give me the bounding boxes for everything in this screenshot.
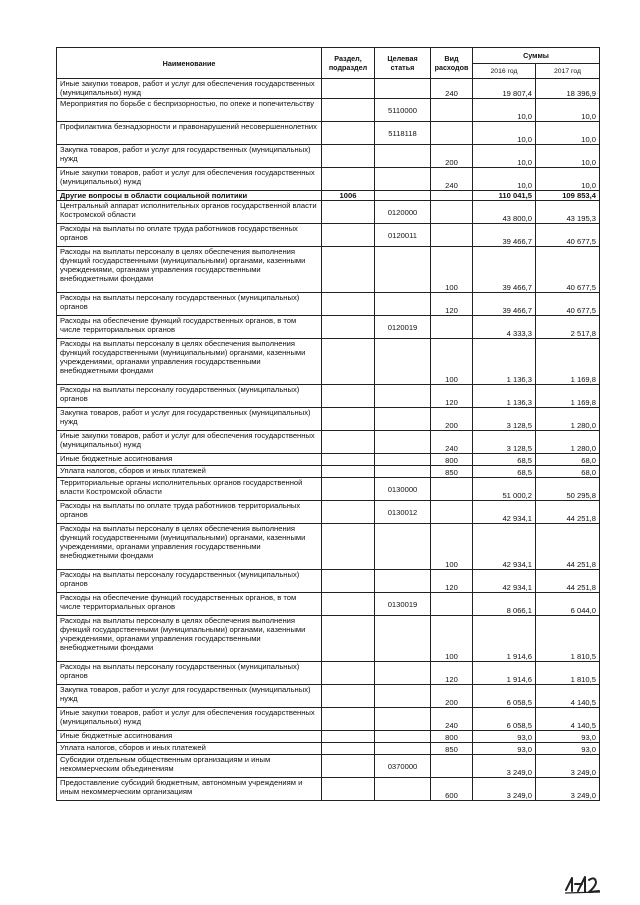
row-sum-2017: 3 249,0 xyxy=(536,755,600,778)
row-type: 240 xyxy=(431,431,473,454)
row-target xyxy=(375,524,431,570)
row-target xyxy=(375,466,431,478)
row-sum-2017: 1 169,8 xyxy=(536,339,600,385)
header-type: Вид расходов xyxy=(431,48,473,79)
row-name: Закупка товаров, работ и услуг для государственных (муниципальных) нужд xyxy=(57,408,322,431)
row-section xyxy=(322,247,375,293)
row-name: Уплата налогов, сборов и иных платежей xyxy=(57,743,322,755)
row-section xyxy=(322,755,375,778)
row-sum-2017: 1 280,0 xyxy=(536,431,600,454)
table-row xyxy=(57,431,600,454)
row-section xyxy=(322,478,375,501)
row-section xyxy=(322,316,375,339)
row-section xyxy=(322,99,375,122)
table-row xyxy=(57,191,600,201)
row-target: 0130000 xyxy=(375,478,431,501)
row-target xyxy=(375,293,431,316)
row-name: Закупка товаров, работ и услуг для государственных (муниципальных) нужд xyxy=(57,685,322,708)
table-row xyxy=(57,145,600,168)
row-target: 0370000 xyxy=(375,755,431,778)
header-sums: Суммы xyxy=(473,48,600,64)
row-name: Расходы на выплаты персоналу в целях обеспечения выполнения функций государственными (муниципальными) органами, казенными учреждениями, органами управления государственными внебюджетными фондами xyxy=(57,247,322,293)
row-target xyxy=(375,685,431,708)
row-type: 800 xyxy=(431,454,473,466)
row-target xyxy=(375,385,431,408)
row-section xyxy=(322,385,375,408)
row-section xyxy=(322,466,375,478)
row-name: Другие вопросы в области социальной политики xyxy=(57,191,322,201)
row-sum-2016: 43 800,0 xyxy=(473,201,536,224)
row-type: 240 xyxy=(431,708,473,731)
row-type: 200 xyxy=(431,685,473,708)
row-sum-2016: 10,0 xyxy=(473,168,536,191)
row-target xyxy=(375,408,431,431)
table-row xyxy=(57,755,600,778)
row-section xyxy=(322,616,375,662)
row-sum-2016: 93,0 xyxy=(473,731,536,743)
row-target xyxy=(375,339,431,385)
row-name: Расходы на выплаты персоналу государственных (муниципальных) органов xyxy=(57,385,322,408)
table-row xyxy=(57,662,600,685)
table-row xyxy=(57,731,600,743)
row-type xyxy=(431,99,473,122)
row-sum-2016: 68,5 xyxy=(473,454,536,466)
row-type: 120 xyxy=(431,385,473,408)
row-section xyxy=(322,408,375,431)
row-section xyxy=(322,224,375,247)
header-section: Раздел, подраздел xyxy=(322,48,375,79)
row-sum-2016: 51 000,2 xyxy=(473,478,536,501)
row-name: Расходы на выплаты персоналу государственных (муниципальных) органов xyxy=(57,662,322,685)
row-section xyxy=(322,570,375,593)
row-target xyxy=(375,168,431,191)
row-sum-2017: 10,0 xyxy=(536,145,600,168)
handwritten-page-mark xyxy=(563,872,603,894)
row-section xyxy=(322,122,375,145)
table-row xyxy=(57,339,600,385)
row-name: Центральный аппарат исполнительных органов государственной власти Костромской области xyxy=(57,201,322,224)
row-target xyxy=(375,570,431,593)
row-type: 800 xyxy=(431,731,473,743)
row-target xyxy=(375,454,431,466)
row-target xyxy=(375,247,431,293)
row-name: Профилактика безнадзорности и правонарушений несовершеннолетних xyxy=(57,122,322,145)
header-year-2016: 2016 год xyxy=(473,64,536,79)
row-name: Расходы на выплаты по оплате труда работников территориальных органов xyxy=(57,501,322,524)
row-target xyxy=(375,731,431,743)
row-sum-2017: 93,0 xyxy=(536,731,600,743)
table-row xyxy=(57,778,600,801)
row-name: Расходы на выплаты персоналу государственных (муниципальных) органов xyxy=(57,293,322,316)
row-section xyxy=(322,501,375,524)
row-target xyxy=(375,708,431,731)
row-target xyxy=(375,191,431,201)
table-row xyxy=(57,224,600,247)
table-row xyxy=(57,478,600,501)
row-sum-2016: 39 466,7 xyxy=(473,247,536,293)
row-target xyxy=(375,743,431,755)
row-type xyxy=(431,501,473,524)
row-sum-2016: 3 249,0 xyxy=(473,778,536,801)
row-section xyxy=(322,79,375,99)
row-sum-2017: 109 853,4 xyxy=(536,191,600,201)
row-type: 120 xyxy=(431,570,473,593)
table-row xyxy=(57,385,600,408)
row-target: 0130019 xyxy=(375,593,431,616)
row-section xyxy=(322,201,375,224)
table-row xyxy=(57,593,600,616)
row-type: 120 xyxy=(431,293,473,316)
row-section xyxy=(322,593,375,616)
table-row xyxy=(57,454,600,466)
row-target: 5118118 xyxy=(375,122,431,145)
row-sum-2016: 42 934,1 xyxy=(473,570,536,593)
row-sum-2016: 6 058,5 xyxy=(473,708,536,731)
row-section xyxy=(322,743,375,755)
row-name: Субсидии отдельным общественным организациям и иным некоммерческим объединениям xyxy=(57,755,322,778)
row-sum-2017: 10,0 xyxy=(536,122,600,145)
row-type: 120 xyxy=(431,662,473,685)
row-name: Иные бюджетные ассигнования xyxy=(57,454,322,466)
row-sum-2017: 1 280,0 xyxy=(536,408,600,431)
row-sum-2016: 3 249,0 xyxy=(473,755,536,778)
row-type: 240 xyxy=(431,168,473,191)
row-type: 200 xyxy=(431,408,473,431)
row-sum-2016: 3 128,5 xyxy=(473,431,536,454)
row-section xyxy=(322,685,375,708)
row-sum-2017: 4 140,5 xyxy=(536,708,600,731)
row-name: Территориальные органы исполнительных органов государственной власти Костромской области xyxy=(57,478,322,501)
row-name: Расходы на обеспечение функций государственных органов, в том числе территориальных органов xyxy=(57,316,322,339)
row-sum-2017: 1 810,5 xyxy=(536,616,600,662)
row-name: Уплата налогов, сборов и иных платежей xyxy=(57,466,322,478)
row-target: 0120000 xyxy=(375,201,431,224)
row-target xyxy=(375,145,431,168)
table-row xyxy=(57,247,600,293)
row-sum-2016: 10,0 xyxy=(473,145,536,168)
row-target xyxy=(375,79,431,99)
row-sum-2016: 1 136,3 xyxy=(473,339,536,385)
row-sum-2017: 40 677,5 xyxy=(536,247,600,293)
row-sum-2017: 68,0 xyxy=(536,466,600,478)
row-type: 200 xyxy=(431,145,473,168)
row-sum-2017: 44 251,8 xyxy=(536,570,600,593)
row-type: 100 xyxy=(431,524,473,570)
row-sum-2017: 18 396,9 xyxy=(536,79,600,99)
table-row xyxy=(57,743,600,755)
row-sum-2017: 3 249,0 xyxy=(536,778,600,801)
row-section xyxy=(322,708,375,731)
row-name: Закупка товаров, работ и услуг для государственных (муниципальных) нужд xyxy=(57,145,322,168)
row-type: 100 xyxy=(431,339,473,385)
row-sum-2017: 68,0 xyxy=(536,454,600,466)
row-name: Расходы на выплаты персоналу в целях обеспечения выполнения функций государственными (муниципальными) органами, казенными учреждениями, органами управления государственными внебюджетными фондами xyxy=(57,524,322,570)
table-row xyxy=(57,168,600,191)
row-sum-2016: 19 807,4 xyxy=(473,79,536,99)
row-type: 850 xyxy=(431,466,473,478)
table-row xyxy=(57,570,600,593)
row-sum-2017: 40 677,5 xyxy=(536,224,600,247)
table-row xyxy=(57,408,600,431)
row-name: Мероприятия по борьбе с беспризорностью, по опеке и попечительству xyxy=(57,99,322,122)
header-year-2017: 2017 год xyxy=(536,64,600,79)
row-type xyxy=(431,593,473,616)
row-sum-2017: 44 251,8 xyxy=(536,501,600,524)
row-name: Расходы на выплаты персоналу государственных (муниципальных) органов xyxy=(57,570,322,593)
row-sum-2016: 1 136,3 xyxy=(473,385,536,408)
row-name: Иные закупки товаров, работ и услуг для обеспечения государственных (муниципальных) нужд xyxy=(57,79,322,99)
row-target xyxy=(375,662,431,685)
table-row xyxy=(57,708,600,731)
row-section xyxy=(322,339,375,385)
table-row xyxy=(57,524,600,570)
row-type xyxy=(431,316,473,339)
row-name: Расходы на обеспечение функций государственных органов, в том числе территориальных органов xyxy=(57,593,322,616)
row-sum-2017: 1 810,5 xyxy=(536,662,600,685)
row-sum-2016: 6 058,5 xyxy=(473,685,536,708)
row-type xyxy=(431,755,473,778)
row-target: 0120019 xyxy=(375,316,431,339)
header-name: Наименование xyxy=(57,48,322,79)
row-sum-2017: 93,0 xyxy=(536,743,600,755)
table-row xyxy=(57,79,600,99)
row-name: Предоставление субсидий бюджетным, автономным учреждениям и иным некоммерческим организациям xyxy=(57,778,322,801)
row-sum-2017: 4 140,5 xyxy=(536,685,600,708)
table-body xyxy=(57,79,600,801)
row-type: 240 xyxy=(431,79,473,99)
row-sum-2016: 4 333,3 xyxy=(473,316,536,339)
row-section xyxy=(322,145,375,168)
row-name: Иные закупки товаров, работ и услуг для обеспечения государственных (муниципальных) нужд xyxy=(57,168,322,191)
row-target xyxy=(375,778,431,801)
row-sum-2016: 3 128,5 xyxy=(473,408,536,431)
row-sum-2017: 10,0 xyxy=(536,99,600,122)
table-row xyxy=(57,466,600,478)
row-name: Иные бюджетные ассигнования xyxy=(57,731,322,743)
row-section xyxy=(322,454,375,466)
table-row xyxy=(57,122,600,145)
table-row xyxy=(57,616,600,662)
row-section xyxy=(322,431,375,454)
row-sum-2017: 43 195,3 xyxy=(536,201,600,224)
row-type xyxy=(431,224,473,247)
row-type: 600 xyxy=(431,778,473,801)
row-sum-2016: 42 934,1 xyxy=(473,501,536,524)
header-target: Целевая статья xyxy=(375,48,431,79)
table-row xyxy=(57,501,600,524)
row-sum-2017: 44 251,8 xyxy=(536,524,600,570)
row-sum-2016: 1 914,6 xyxy=(473,616,536,662)
row-sum-2016: 8 066,1 xyxy=(473,593,536,616)
row-type xyxy=(431,201,473,224)
row-sum-2016: 93,0 xyxy=(473,743,536,755)
row-section xyxy=(322,731,375,743)
row-target: 5110000 xyxy=(375,99,431,122)
row-sum-2017: 1 169,8 xyxy=(536,385,600,408)
row-section xyxy=(322,662,375,685)
table-row xyxy=(57,201,600,224)
row-name: Расходы на выплаты персоналу в целях обеспечения выполнения функций государственными (муниципальными) органами, казенными учреждениями, органами управления государственными внебюджетными фондами xyxy=(57,616,322,662)
row-name: Иные закупки товаров, работ и услуг для обеспечения государственных (муниципальных) нужд xyxy=(57,708,322,731)
row-sum-2017: 50 295,8 xyxy=(536,478,600,501)
row-target xyxy=(375,431,431,454)
row-sum-2016: 10,0 xyxy=(473,99,536,122)
row-name: Расходы на выплаты по оплате труда работников государственных органов xyxy=(57,224,322,247)
row-sum-2016: 39 466,7 xyxy=(473,293,536,316)
row-sum-2016: 39 466,7 xyxy=(473,224,536,247)
row-name: Расходы на выплаты персоналу в целях обеспечения выполнения функций государственными (муниципальными) органами, казенными учреждениями, органами управления государственными внебюджетными фондами xyxy=(57,339,322,385)
row-type xyxy=(431,122,473,145)
row-sum-2016: 42 934,1 xyxy=(473,524,536,570)
row-section: 1006 xyxy=(322,191,375,201)
budget-table xyxy=(56,47,600,801)
row-target: 0120011 xyxy=(375,224,431,247)
row-name: Иные закупки товаров, работ и услуг для обеспечения государственных (муниципальных) нужд xyxy=(57,431,322,454)
row-sum-2016: 110 041,5 xyxy=(473,191,536,201)
row-type: 100 xyxy=(431,247,473,293)
row-sum-2016: 68,5 xyxy=(473,466,536,478)
row-type: 100 xyxy=(431,616,473,662)
table-row xyxy=(57,293,600,316)
table-row xyxy=(57,316,600,339)
row-sum-2016: 1 914,6 xyxy=(473,662,536,685)
row-section xyxy=(322,168,375,191)
table-row xyxy=(57,99,600,122)
row-target xyxy=(375,616,431,662)
row-sum-2017: 6 044,0 xyxy=(536,593,600,616)
row-section xyxy=(322,524,375,570)
row-type xyxy=(431,191,473,201)
row-target: 0130012 xyxy=(375,501,431,524)
row-sum-2017: 2 517,8 xyxy=(536,316,600,339)
row-sum-2016: 10,0 xyxy=(473,122,536,145)
row-sum-2017: 10,0 xyxy=(536,168,600,191)
row-section xyxy=(322,293,375,316)
row-section xyxy=(322,778,375,801)
row-type xyxy=(431,478,473,501)
table-row xyxy=(57,685,600,708)
row-type: 850 xyxy=(431,743,473,755)
row-sum-2017: 40 677,5 xyxy=(536,293,600,316)
